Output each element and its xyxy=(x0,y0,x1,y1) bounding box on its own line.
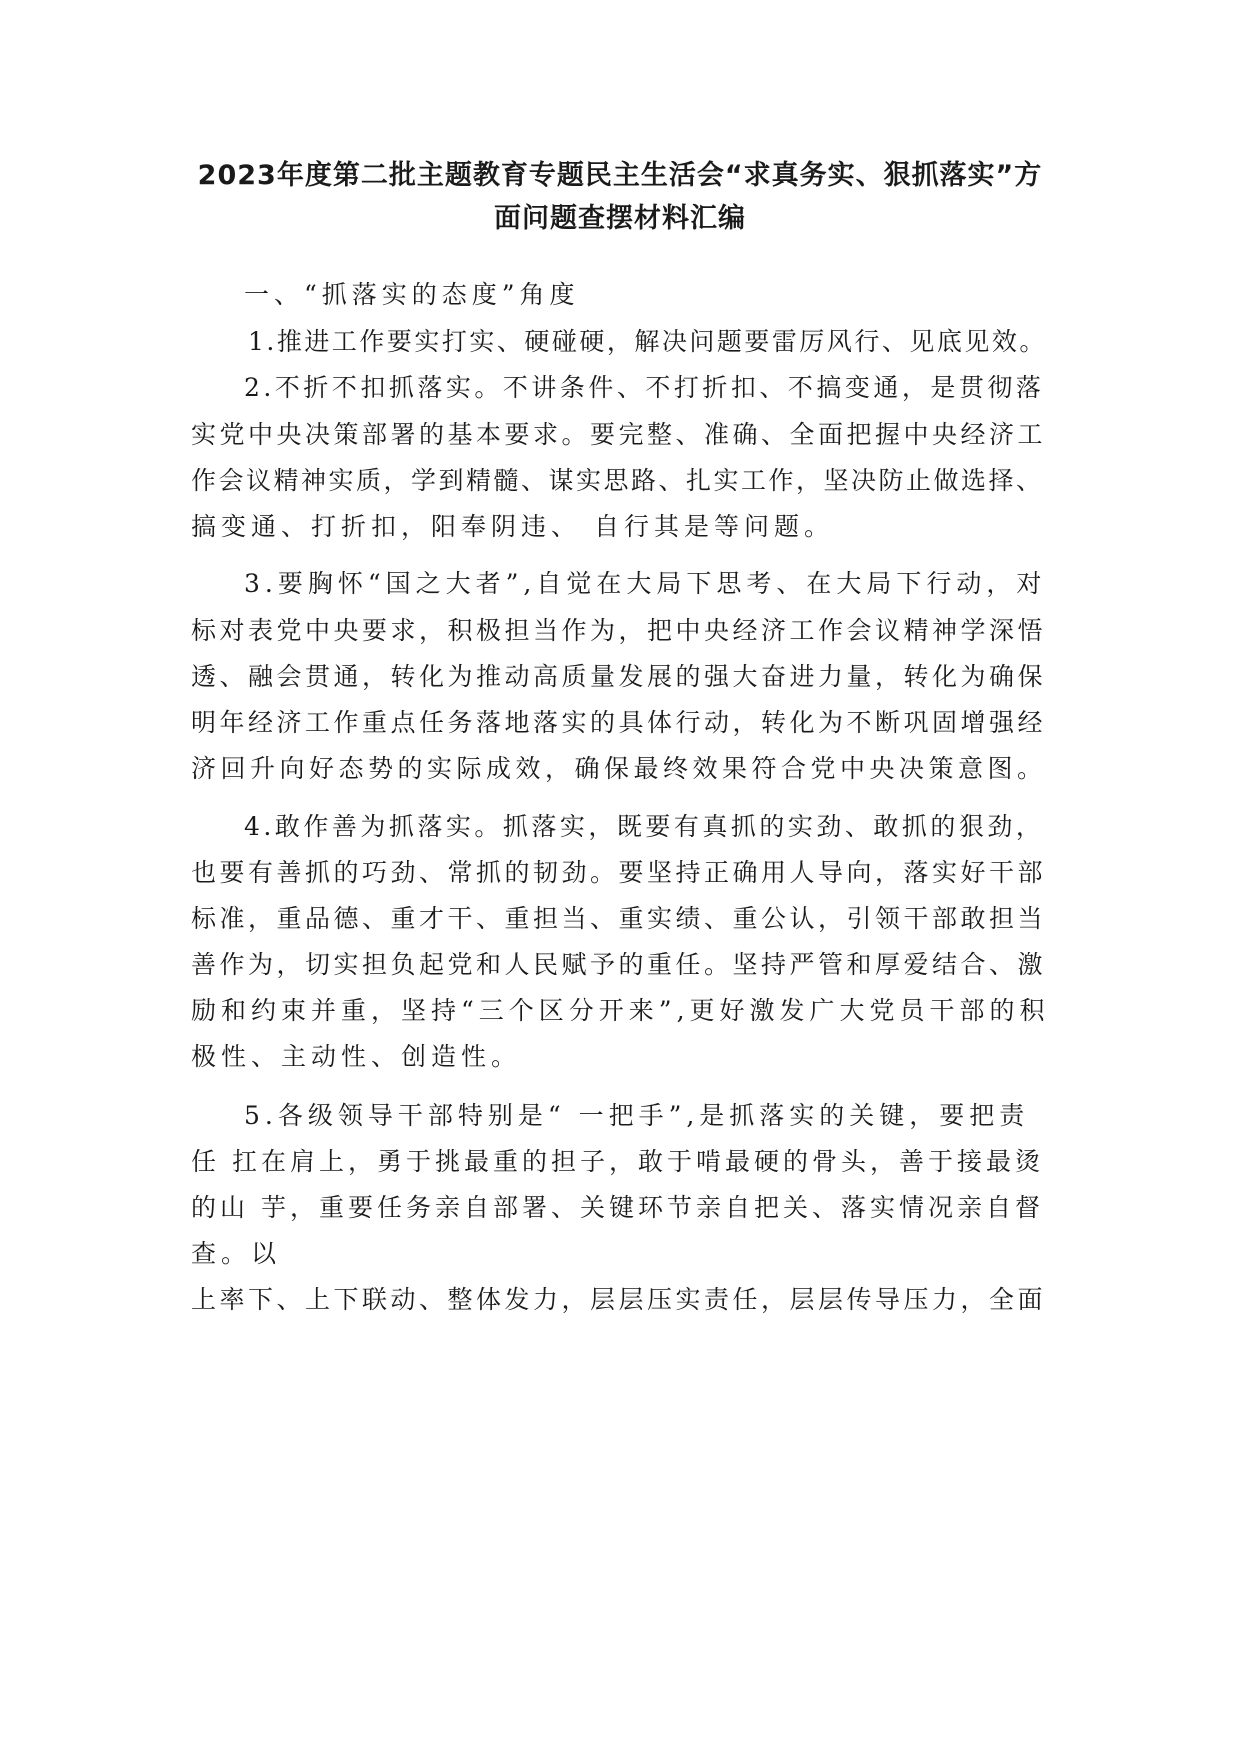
paragraph-line: 的山 芋，重要任务亲自部署、关键环节亲自把关、落实情况亲自督 xyxy=(191,1193,1044,1222)
paragraph-line: 上率下、上下联动、整体发力，层层压实责任，层层传导压力，全面 xyxy=(191,1285,1047,1314)
paragraph-line: 查。以 xyxy=(191,1239,282,1268)
paragraph-line: 也要有善抓的巧劲、常抓的韧劲。要坚持正确用人导向，落实好干部 xyxy=(191,858,1047,887)
paragraph-line: 5.各级领导干部特别是“ 一把手”,是抓落实的关键，要把责 xyxy=(244,1101,1030,1130)
paragraph-line: 标准，重品德、重才干、重担当、重实绩、重公认，引领干部敢担当 xyxy=(191,904,1047,933)
paragraph-line: 标对表党中央要求，积极担当作为，把中央经济工作会议精神学深悟 xyxy=(191,616,1047,645)
paragraph-line: 1.推进工作要实打实、硬碰硬，解决问题要雷厉风行、见底见效。 xyxy=(248,327,1047,356)
paragraph-line: 透、融会贯通，转化为推动高质量发展的强大奋进力量，转化为确保 xyxy=(191,662,1047,691)
section-heading: 一、“抓落实的态度”角度 xyxy=(244,280,580,309)
paragraph-line: 明年经济工作重点任务落地落实的具体行动，转化为不断巩固增强经 xyxy=(191,708,1047,737)
paragraph-line: 2.不折不扣抓落实。不讲条件、不打折扣、不搞变通，是贯彻落 xyxy=(244,373,1045,402)
paragraph-line: 4.敢作善为抓落实。抓落实，既要有真抓的实劲、敢抓的狠劲， xyxy=(244,812,1045,841)
paragraph-line: 作会议精神实质，学到精髓、谋实思路、扎实工作，坚决防止做选择、 xyxy=(191,466,1044,495)
document-title-line-2: 面问题查摆材料汇编 xyxy=(494,203,746,234)
paragraph-line: 3.要胸怀“国之大者”,自觉在大局下思考、在大局下行动，对 xyxy=(244,569,1047,598)
paragraph-line: 济回升向好态势的实际成效，确保最终效果符合党中央决策意图。 xyxy=(191,754,1047,783)
document-title-line-1: 2023年度第二批主题教育专题民主生活会“求真务实、狠抓落实”方 xyxy=(197,160,1043,191)
paragraph-line: 任 扛在肩上，勇于挑最重的担子，敢于啃最硬的骨头，善于接最烫 xyxy=(191,1147,1044,1176)
paragraph-line: 搞变通、打折扣，阳奉阴违、 自行其是等问题。 xyxy=(191,512,834,541)
paragraph-line: 实党中央决策部署的基本要求。要完整、准确、全面把握中央经济工 xyxy=(191,420,1047,449)
paragraph-line: 善作为，切实担负起党和人民赋予的重任。坚持严管和厚爱结合、激 xyxy=(191,950,1047,979)
paragraph-line: 励和约束并重，坚持“三个区分开来”,更好激发广大党员干部的积 xyxy=(191,996,1050,1025)
paragraph-line: 极性、主动性、创造性。 xyxy=(191,1042,522,1071)
